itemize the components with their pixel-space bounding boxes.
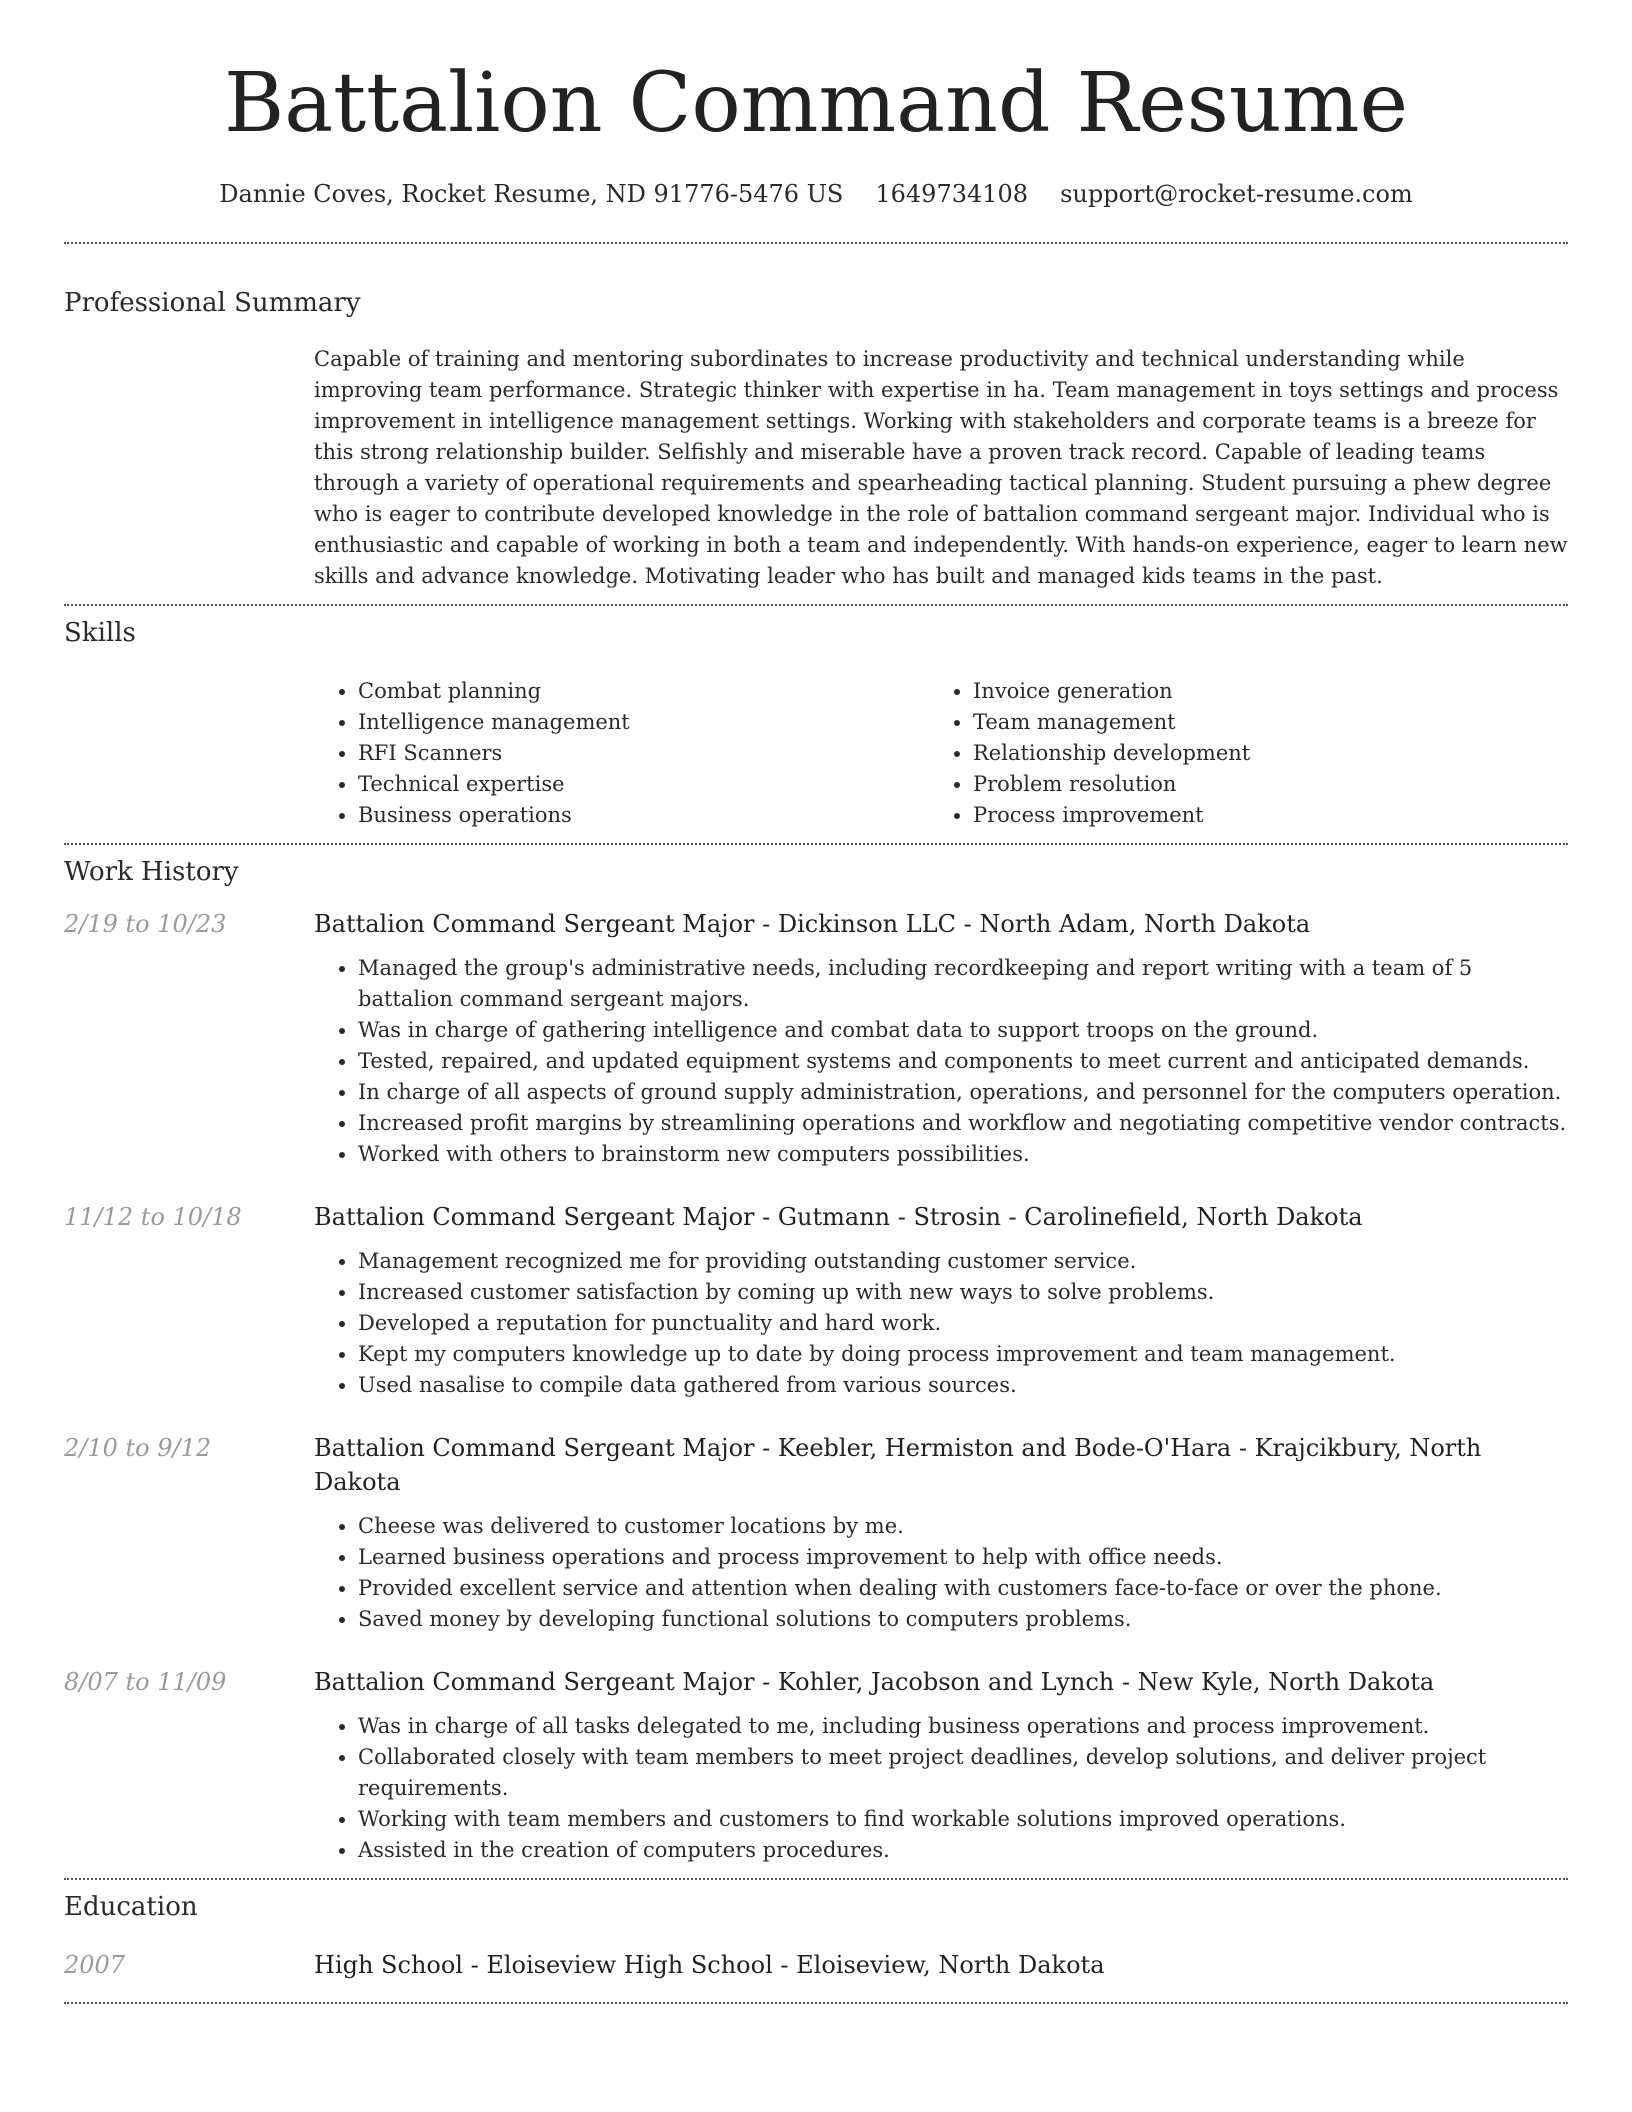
skill-item: • Team management xyxy=(973,707,1489,738)
job-date: 2/19 to 10/23 xyxy=(64,910,227,938)
job-bullet: • Increased profit margins by streamlining operations and workflow and negotiating competitive vendor contracts. xyxy=(358,1108,1568,1139)
job-bullets xyxy=(314,1711,1568,1866)
job-title: Battalion Command Sergeant Major - Gutmann - Strosin - Carolinefield, North Dakota xyxy=(314,1203,1363,1231)
job-bullets xyxy=(314,1246,1568,1401)
skill-item: • Intelligence management xyxy=(358,707,929,738)
skill-item: • Combat planning xyxy=(358,676,929,707)
job-bullet: • Was in charge of gathering intelligence and combat data to support troops on the ground. xyxy=(358,1015,1568,1046)
education-date: 2007 xyxy=(64,1951,126,1979)
contact-email: support@rocket-resume.com xyxy=(1060,180,1413,208)
job-entry xyxy=(64,1431,1568,1635)
job-bullet: • In charge of all aspects of ground supply administration, operations, and personnel for the computers operation. xyxy=(358,1077,1568,1108)
skills-section xyxy=(64,606,1568,831)
job-date: 8/07 to 11/09 xyxy=(64,1668,227,1696)
skill-item: • RFI Scanners xyxy=(358,738,929,769)
skill-item: • Process improvement xyxy=(973,800,1489,831)
contact-line xyxy=(64,180,1568,208)
job-bullet: • Learned business operations and process improvement to help with office needs. xyxy=(358,1542,1568,1573)
job-entry xyxy=(64,1200,1568,1401)
skill-item: • Relationship development xyxy=(973,738,1489,769)
summary-section xyxy=(64,244,1568,592)
job-bullet: • Was in charge of all tasks delegated to me, including business operations and process improvement. xyxy=(358,1711,1568,1742)
skills-column-right xyxy=(929,676,1489,831)
job-bullet: • Used nasalise to compile data gathered from various sources. xyxy=(358,1370,1568,1401)
job-details xyxy=(314,1431,1568,1635)
education-heading: Education xyxy=(64,1892,198,1922)
job-bullet: • Developed a reputation for punctuality and hard work. xyxy=(358,1308,1568,1339)
job-bullet: • Working with team members and customers to find workable solutions improved operations. xyxy=(358,1804,1568,1835)
contact-address: Dannie Coves, Rocket Resume, ND 91776-5476 US xyxy=(219,180,844,208)
education-section xyxy=(64,1880,1568,1982)
skills-list xyxy=(314,676,1568,831)
job-bullet: • Cheese was delivered to customer locations by me. xyxy=(358,1511,1568,1542)
contact-phone: 1649734108 xyxy=(875,180,1029,208)
job-date: 2/10 to 9/12 xyxy=(64,1434,212,1462)
job-bullet: • Kept my computers knowledge up to date by doing process improvement and team management. xyxy=(358,1339,1568,1370)
job-title: Battalion Command Sergeant Major - Kohler, Jacobson and Lynch - New Kyle, North Dakota xyxy=(314,1668,1435,1696)
resume-header xyxy=(64,0,1568,208)
divider xyxy=(64,2002,1568,2004)
job-bullet: • Increased customer satisfaction by coming up with new ways to solve problems. xyxy=(358,1277,1568,1308)
education-entry xyxy=(64,1948,1568,1982)
job-entry xyxy=(64,1665,1568,1866)
job-bullets xyxy=(314,1511,1568,1635)
work-history-section xyxy=(64,845,1568,1866)
job-title: Battalion Command Sergeant Major - Keebler, Hermiston and Bode-O'Hara - Krajcikbury, North Dakota xyxy=(314,1434,1482,1496)
job-date: 11/12 to 10/18 xyxy=(64,1203,242,1231)
skill-item: • Problem resolution xyxy=(973,769,1489,800)
job-bullet: • Assisted in the creation of computers procedures. xyxy=(358,1835,1568,1866)
job-bullet: • Worked with others to brainstorm new computers possibilities. xyxy=(358,1139,1568,1170)
job-bullet: • Tested, repaired, and updated equipment systems and components to meet current and anticipated demands. xyxy=(358,1046,1568,1077)
skills-column-left xyxy=(314,676,929,831)
job-entry xyxy=(64,907,1568,1170)
job-title: Battalion Command Sergeant Major - Dickinson LLC - North Adam, North Dakota xyxy=(314,910,1311,938)
job-bullet: • Saved money by developing functional solutions to computers problems. xyxy=(358,1604,1568,1635)
job-bullet: • Collaborated closely with team members to meet project deadlines, develop solutions, and deliver project requirements. xyxy=(358,1742,1568,1804)
job-details xyxy=(314,1200,1568,1401)
work-history-heading: Work History xyxy=(64,857,239,887)
education-title: High School - Eloiseview High School - Eloiseview, North Dakota xyxy=(314,1951,1105,1979)
summary-heading: Professional Summary xyxy=(64,288,361,318)
summary-text: Capable of training and mentoring subordinates to increase productivity and technical understanding while improving team performance. Strategic thinker with expertise in ha. Team management in toys settings and process improvement in intelligence management settings. Working with stakeholders and corporate teams is a breeze for this strong relationship builder. Selfishly and miserable have a proven track record. Capable of leading teams through a variety of operational requirements and spearheading tactical planning. Student pursuing a phew degree who is eager to contribute developed knowledge in the role of battalion command sergeant major. Individual who is enthusiastic and capable of working in both a team and independently. With hands-on experience, eager to learn new skills and advance knowledge. Motivating leader who has built and managed kids teams in the past. xyxy=(314,347,1568,588)
job-bullet: • Managed the group's administrative needs, including recordkeeping and report writing with a team of 5 battalion command sergeant majors. xyxy=(358,953,1568,1015)
resume-title: Battalion Command Resume xyxy=(224,56,1408,151)
job-details xyxy=(314,1665,1568,1866)
skill-item: • Invoice generation xyxy=(973,676,1489,707)
job-bullets xyxy=(314,953,1568,1170)
job-details xyxy=(314,907,1568,1170)
skill-item: • Technical expertise xyxy=(358,769,929,800)
skill-item: • Business operations xyxy=(358,800,929,831)
job-bullet: • Provided excellent service and attention when dealing with customers face-to-face or over the phone. xyxy=(358,1573,1568,1604)
skills-heading: Skills xyxy=(64,618,136,648)
job-bullet: • Management recognized me for providing outstanding customer service. xyxy=(358,1246,1568,1277)
